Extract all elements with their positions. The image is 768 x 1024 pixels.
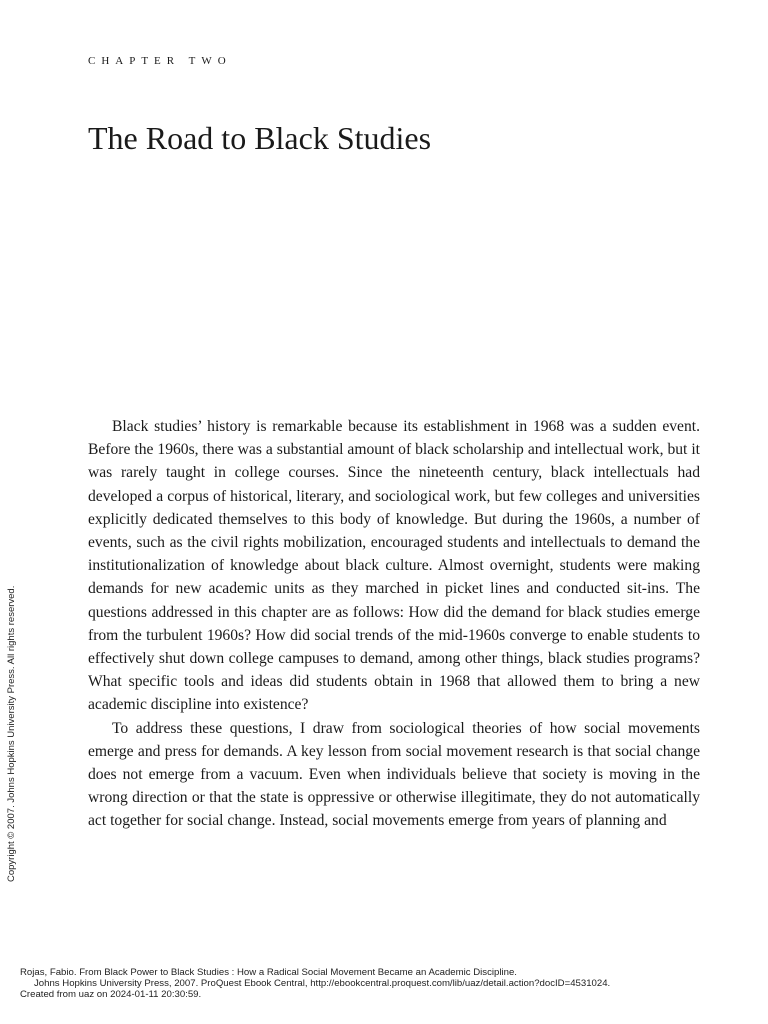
chapter-title: The Road to Black Studies	[88, 120, 432, 156]
citation-line-3: Created from uaz on 2024-01-11 20:30:59.	[20, 988, 202, 1000]
citation-line-2: Johns Hopkins University Press, 2007. ProQuest Ebook Central, http://ebookcentral.proquest.com/lib/uaz/detail.action?docID=4531024.	[34, 977, 611, 989]
body-text	[88, 415, 700, 833]
citation-line-1: Rojas, Fabio. From Black Power to Black Studies : How a Radical Social Movement Became an Academic Discipline.	[20, 967, 517, 978]
paragraph-2: To address these questions, I draw from sociological theories of how social movements emerge and press for demands. A key lesson from social movement research is that social change does not emerge from a vacuum. Even when individuals believe that society is moving in the wrong direction or that the state is oppressive or otherwise illegitimate, they do not automatically act together for social change. Instead, social movements emerge from years of planning and	[88, 719, 700, 830]
citation-footer	[20, 968, 610, 1000]
copyright-notice: Copyright © 2007. Johns Hopkins University Press. All rights reserved.	[6, 585, 17, 882]
chapter-label: CHAPTER TWO	[88, 55, 232, 67]
paragraph-1: Black studies’ history is remarkable because its establishment in 1968 was a sudden event. Before the 1960s, there was a substantial amount of black scholarship and intellectual work, but it was rarely taught in college courses. Since the nineteenth century, black intellectuals had developed a corpus of historical, literary, and sociological work, but few colleges and universities explicitly dedicated themselves to this body of knowledge. But during the 1960s, a number of events, such as the civil rights mobilization, encouraged students and intellectuals to demand the institutionalization of knowledge about black culture. Almost overnight, students were making demands for new academic units as they marched in picket lines and conducted sit-ins. The questions addressed in this chapter are as follows: How did the demand for black studies emerge from the turbulent 1960s? How did social trends of the mid-1960s converge to enable students to effectively shut down college campuses to demand, among other things, black studies programs? What specific tools and ideas did students obtain in 1968 that allowed them to bring a new academic discipline into existence?	[88, 418, 700, 714]
